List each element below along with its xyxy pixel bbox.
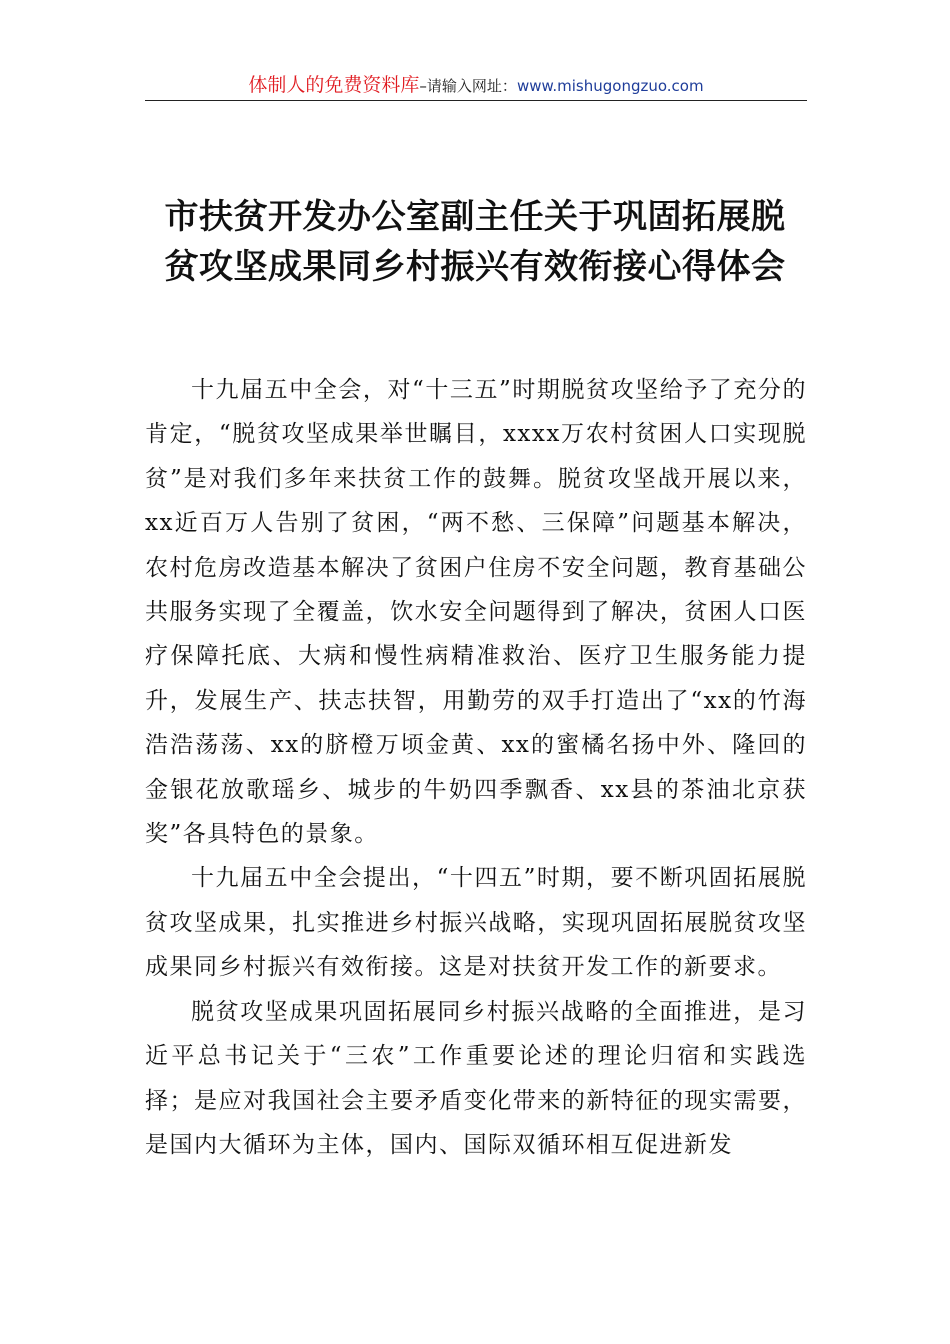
page-header [145, 70, 807, 101]
body-paragraph-3: 脱贫攻坚成果巩固拓展同乡村振兴战略的全面推进，是习近平总书记关于“三农”工作重要论述的理论归宿和实践选择；是应对我国社会主要矛盾变化带来的新特征的现实需要，是国内大循环为主体，国内、国际双循环相互促进新发 [145, 998, 807, 1158]
document-body [145, 368, 807, 1167]
body-paragraph-2: 十九届五中全会提出，“十四五”时期，要不断巩固拓展脱贫攻坚成果，扎实推进乡村振兴战略，实现巩固拓展脱贫攻坚成果同乡村振兴有效衔接。这是对扶贫开发工作的新要求。 [145, 865, 807, 981]
document-title [120, 192, 830, 292]
header-url-link[interactable]: www.mishugongzuo.com [516, 77, 704, 95]
document-title-line-2: 贫攻坚成果同乡村振兴有效衔接心得体会 [164, 247, 786, 287]
header-brand: 体制人的免费资料库 [248, 74, 420, 96]
body-paragraph-1: 十九届五中全会，对“十三五”时期脱贫攻坚给予了充分的肯定，“脱贫攻坚成果举世瞩目，xxxx万农村贫困人口实现脱贫”是对我们多年来扶贫工作的鼓舞。脱贫攻坚战开展以来，xx近百万人告别了贫困，“两不愁、三保障”问题基本解决，农村危房改造基本解决了贫困户住房不安全问题，教育基础公共服务实现了全覆盖，饮水安全问题得到了解决，贫困人口医疗保障托底、大病和慢性病精准救治、医疗卫生服务能力提升，发展生产、扶志扶智，用勤劳的双手打造出了“xx的竹海浩浩荡荡、xx的脐橙万顷金黄、xx的蜜橘名扬中外、隆回的金银花放歌瑶乡、城步的牛奶四季飘香、xx县的茶油北京获奖”各具特色的景象。 [145, 377, 807, 848]
header-prompt: –请输入网址： [419, 77, 517, 95]
document-title-line-1: 市扶贫开发办公室副主任关于巩固拓展脱 [164, 197, 786, 237]
